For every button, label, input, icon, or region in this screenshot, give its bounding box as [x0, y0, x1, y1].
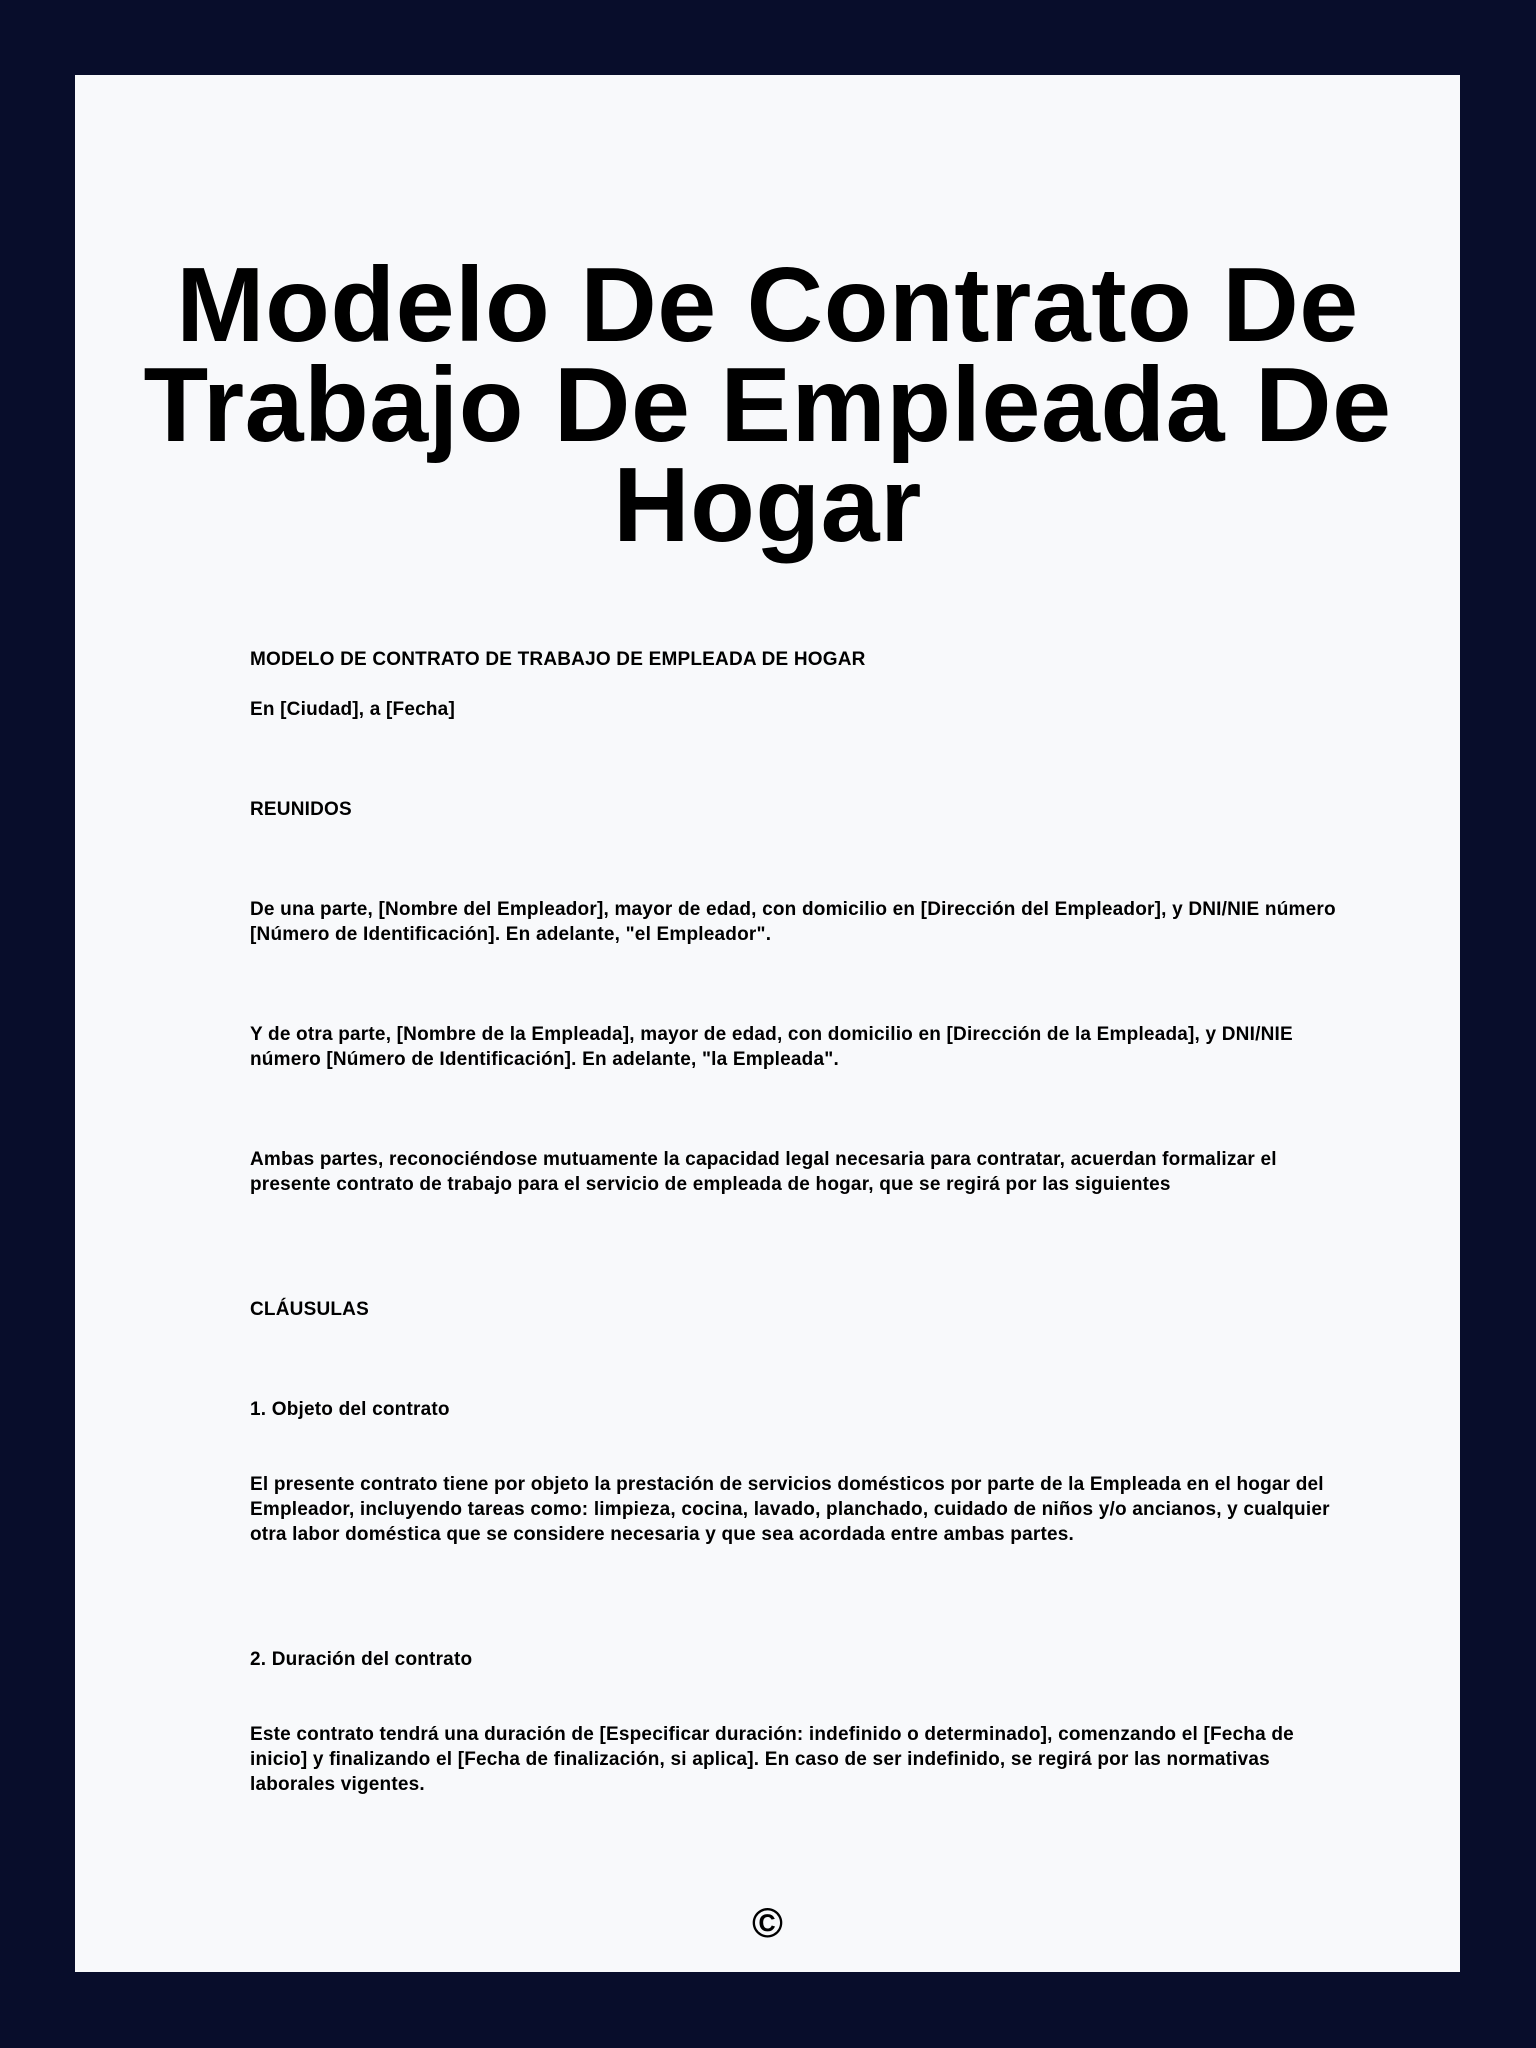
- document-title: Modelo De Contrato De Trabajo De Empleada De Hogar: [143, 246, 1392, 564]
- clause-1-title: 1. Objeto del contrato: [250, 1399, 450, 1420]
- place-and-date: En [Ciudad], a [Fecha]: [250, 699, 455, 720]
- clause-2-title: 2. Duración del contrato: [250, 1649, 473, 1670]
- contract-heading: MODELO DE CONTRATO DE TRABAJO DE EMPLEADA DE HOGAR: [250, 649, 866, 670]
- agreement-paragraph: Ambas partes, reconociéndose mutuamente la capacidad legal necesaria para contratar, acuerdan formalizar el presente contrato de trabajo para el servicio de empleada de hogar, que se regirá por las siguientes: [250, 1149, 1277, 1195]
- employer-paragraph: De una parte, [Nombre del Empleador], mayor de edad, con domicilio en [Dirección del Empleador], y DNI/NIE número [Número de Identificación]. En adelante, "el Empleador".: [250, 899, 1336, 945]
- clausulas-heading: CLÁUSULAS: [250, 1299, 369, 1320]
- copyright-icon: ©: [752, 1899, 783, 1946]
- clause-1-text: El presente contrato tiene por objeto la prestación de servicios domésticos por parte de la Empleada en el hogar del Empleador, incluyendo tareas como: limpieza, cocina, lavado, planchado, cuidado de niños y/o ancianos, y cualquier otra labor doméstica que se considere necesaria y que sea acordada entre ambas partes.: [250, 1474, 1330, 1545]
- document-page: [75, 75, 1460, 1972]
- reunidos-heading: REUNIDOS: [250, 799, 352, 820]
- clause-2-text: Este contrato tendrá una duración de [Especificar duración: indefinido o determinado], comenzando el [Fecha de inicio] y finalizando el [Fecha de finalización, si aplica]. En caso de ser indefinido, se regirá por las normativas laborales vigentes.: [250, 1724, 1294, 1795]
- employee-paragraph: Y de otra parte, [Nombre de la Empleada], mayor de edad, con domicilio en [Dirección de la Empleada], y DNI/NIE número [Número de Identificación]. En adelante, "la Empleada".: [250, 1024, 1293, 1070]
